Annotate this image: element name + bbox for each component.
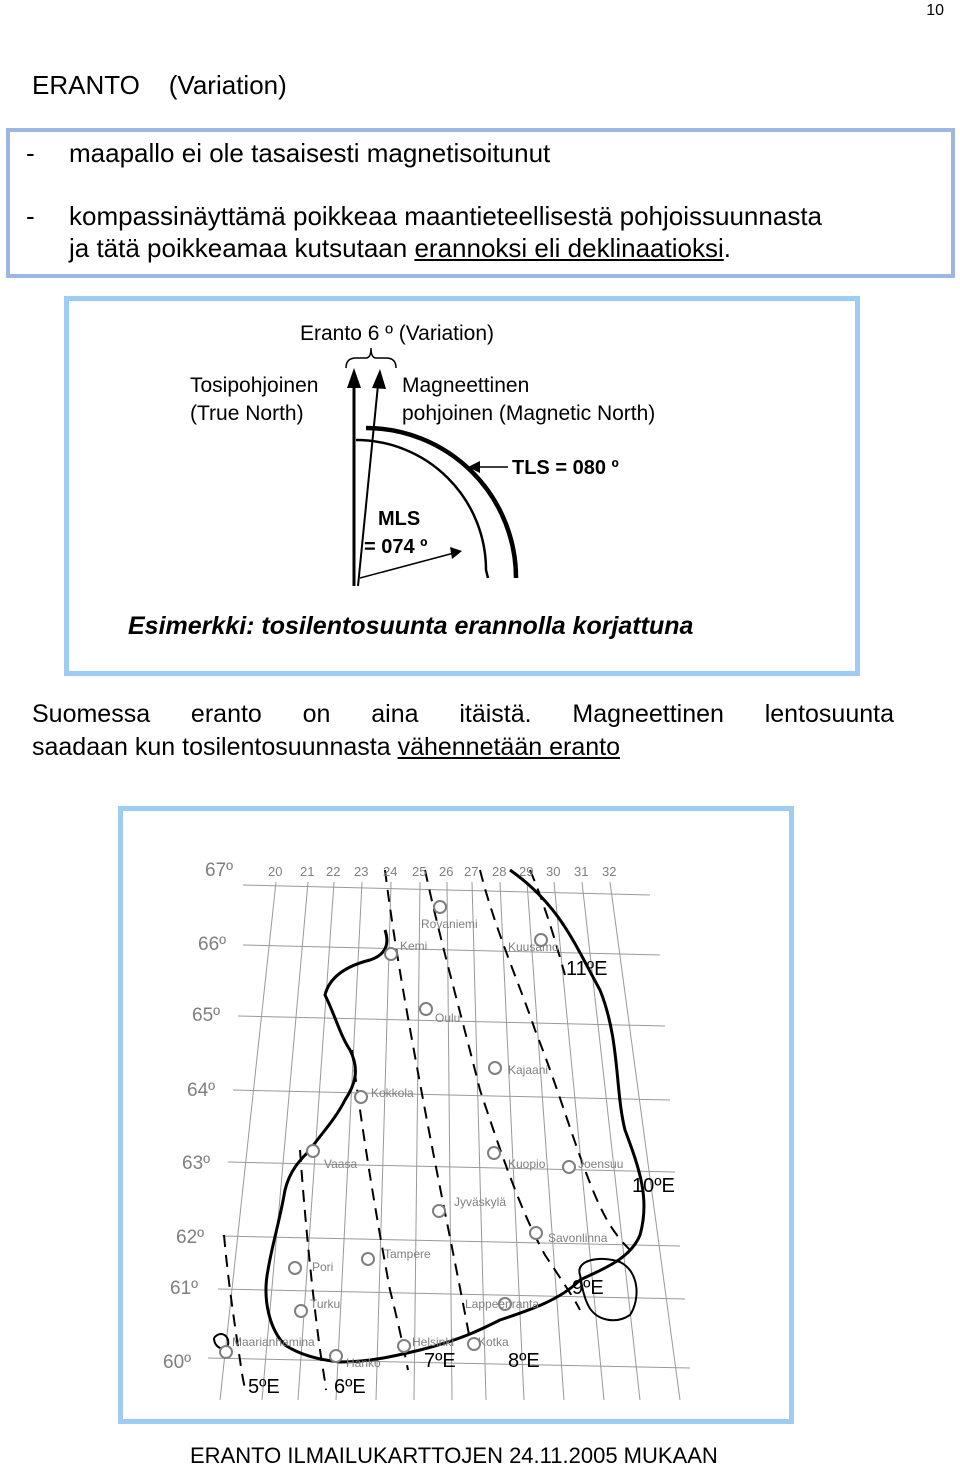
latitude-label: 67º (205, 860, 234, 881)
city-marker-tampere (362, 1253, 374, 1265)
grid-longitude-line (527, 882, 564, 1400)
city-label: Tampere (384, 1247, 431, 1261)
bullet-dash: - (26, 201, 35, 231)
isogonic-label: 6ºE (334, 1376, 366, 1398)
paragraph-line1: Suomessa eranto on aina itäistä. Magneettinen lentosuunta (32, 700, 894, 728)
city-marker-pori (289, 1262, 301, 1274)
city-labels (232, 917, 623, 1370)
footer: ERANTO ILMAILUKARTTOJEN 24.11.2005 MUKAAN (190, 1443, 718, 1468)
latitude-label: 64º (187, 1080, 216, 1101)
city-marker-kajaani (489, 1062, 501, 1074)
magnetic-north-label-line1: Magneettinen (402, 374, 530, 397)
grid-latitude-line (233, 1090, 670, 1100)
city-label: Jyväskylä (454, 1195, 507, 1209)
map-grid (208, 882, 690, 1400)
grid-longitude-line (336, 882, 362, 1400)
city-marker-maarianhamina (220, 1346, 232, 1358)
longitude-label: 29 (519, 864, 534, 879)
grid-latitude-line (243, 945, 660, 955)
city-label: Kuopio (508, 1157, 546, 1171)
longitude-label: 32 (602, 864, 617, 879)
city-label: Kemi (400, 939, 428, 953)
city-marker-kokkola (355, 1091, 367, 1103)
city-label: Pori (312, 1260, 334, 1274)
city-marker-savonlinna (530, 1227, 542, 1239)
city-marker-vaasa (307, 1145, 319, 1157)
grid-longitude-line (472, 882, 486, 1400)
city-marker-kemi (385, 948, 397, 960)
paragraph-plain: saadaan kun tosilentosuunnasta (32, 733, 398, 761)
longitude-label: 25 (412, 864, 427, 879)
grid-longitude-line (447, 882, 452, 1400)
longitude-label: 31 (574, 864, 589, 879)
grid-longitude-line (262, 882, 308, 1400)
longitude-label: 20 (268, 864, 283, 879)
longitude-labels (268, 864, 616, 879)
bullet-text-plain: ja tätä poikkeamaa kutsutaan (69, 233, 415, 263)
city-label: Vaasa (324, 1157, 358, 1171)
latitude-label: 61º (170, 1278, 199, 1299)
grid-longitude-line (220, 882, 276, 1400)
city-label: Hanko (346, 1356, 381, 1370)
city-marker-oulu (420, 1003, 432, 1015)
city-label: Lappeenranta (465, 1297, 540, 1311)
latitude-label: 65º (192, 1005, 221, 1026)
latitude-label: 66º (198, 934, 227, 955)
bullet-text: kompassinäyttämä poikkeaa maantieteellisestä pohjoissuunnasta (69, 201, 822, 231)
longitude-label: 23 (354, 864, 369, 879)
grid-latitude-line (243, 885, 650, 895)
paragraph-underlined: vähennetään eranto (397, 733, 620, 761)
isogonic-label: 11ºE (566, 958, 608, 980)
grid-longitude-line (610, 882, 680, 1400)
page-number: 10 (926, 2, 944, 19)
city-label: Savonlinna (548, 1231, 608, 1245)
city-marker-hanko (330, 1350, 342, 1362)
longitude-label: 26 (439, 864, 454, 879)
city-marker-rovaniemi (434, 901, 446, 913)
grid-longitude-line (500, 882, 524, 1400)
longitude-label: 27 (464, 864, 479, 879)
city-label: Maarianhamina (232, 1335, 315, 1349)
longitude-label: 24 (383, 864, 398, 879)
page-title: ERANTO (Variation) (32, 70, 287, 100)
mls-label-line1: MLS (378, 508, 421, 530)
tls-label: TLS = 080 º (512, 457, 619, 479)
longitude-label: 21 (300, 864, 315, 879)
latitude-label: 63º (182, 1153, 211, 1174)
isogonic-label: 5ºE (248, 1376, 280, 1398)
city-label: Kajaani (508, 1063, 549, 1077)
bullet-text: maapallo ei ole tasaisesti magnetisoitunut (69, 138, 551, 168)
city-marker-helsinki (398, 1340, 410, 1352)
underlined-term: erannoksi eli deklinaatioksi (414, 233, 724, 263)
isogonic-label: 10ºE (632, 1175, 675, 1197)
isogonic-label: 9ºE (572, 1277, 604, 1299)
longitude-label: 22 (326, 864, 341, 879)
grid-longitude-line (414, 882, 420, 1400)
longitude-label: 28 (492, 864, 507, 879)
city-marker-jyvaskyla (433, 1205, 445, 1217)
isogonic-label: 8ºE (508, 1350, 540, 1372)
city-marker-joensuu (563, 1161, 575, 1173)
bullet-tail: . (723, 233, 731, 263)
city-marker-kuopio (488, 1147, 500, 1159)
eranto-label: Eranto 6 º (Variation) (300, 322, 495, 345)
latitude-label: 60º (163, 1352, 192, 1373)
mls-label-line2: = 074 º (364, 536, 428, 558)
city-marker-turku (295, 1305, 307, 1317)
city-label: Kotka (478, 1335, 509, 1349)
city-label: Rovaniemi (421, 917, 478, 931)
diagram-caption: Esimerkki: tosilentosuunta erannolla korjattuna (128, 612, 694, 640)
city-label: Helsinki (412, 1335, 455, 1349)
latitude-labels (163, 860, 233, 1373)
true-north-label-line2: (True North) (190, 402, 304, 425)
latitude-label: 62º (176, 1227, 205, 1248)
isogonic-line-11e (530, 870, 565, 975)
city-label: Turku (310, 1297, 341, 1311)
city-label: Kuusamo (508, 940, 559, 954)
city-label: Joensuu (578, 1157, 624, 1171)
city-label: Kokkola (371, 1086, 414, 1100)
isogonic-label: 7ºE (424, 1350, 456, 1372)
true-north-label-line1: Tosipohjoinen (190, 374, 319, 397)
longitude-label: 30 (546, 864, 561, 879)
city-label: Oulu (435, 1011, 461, 1025)
magnetic-north-label-line2: pohjoinen (Magnetic North) (402, 402, 656, 425)
bullet-dash: - (26, 138, 35, 168)
isogonic-line-8e (385, 870, 470, 1340)
